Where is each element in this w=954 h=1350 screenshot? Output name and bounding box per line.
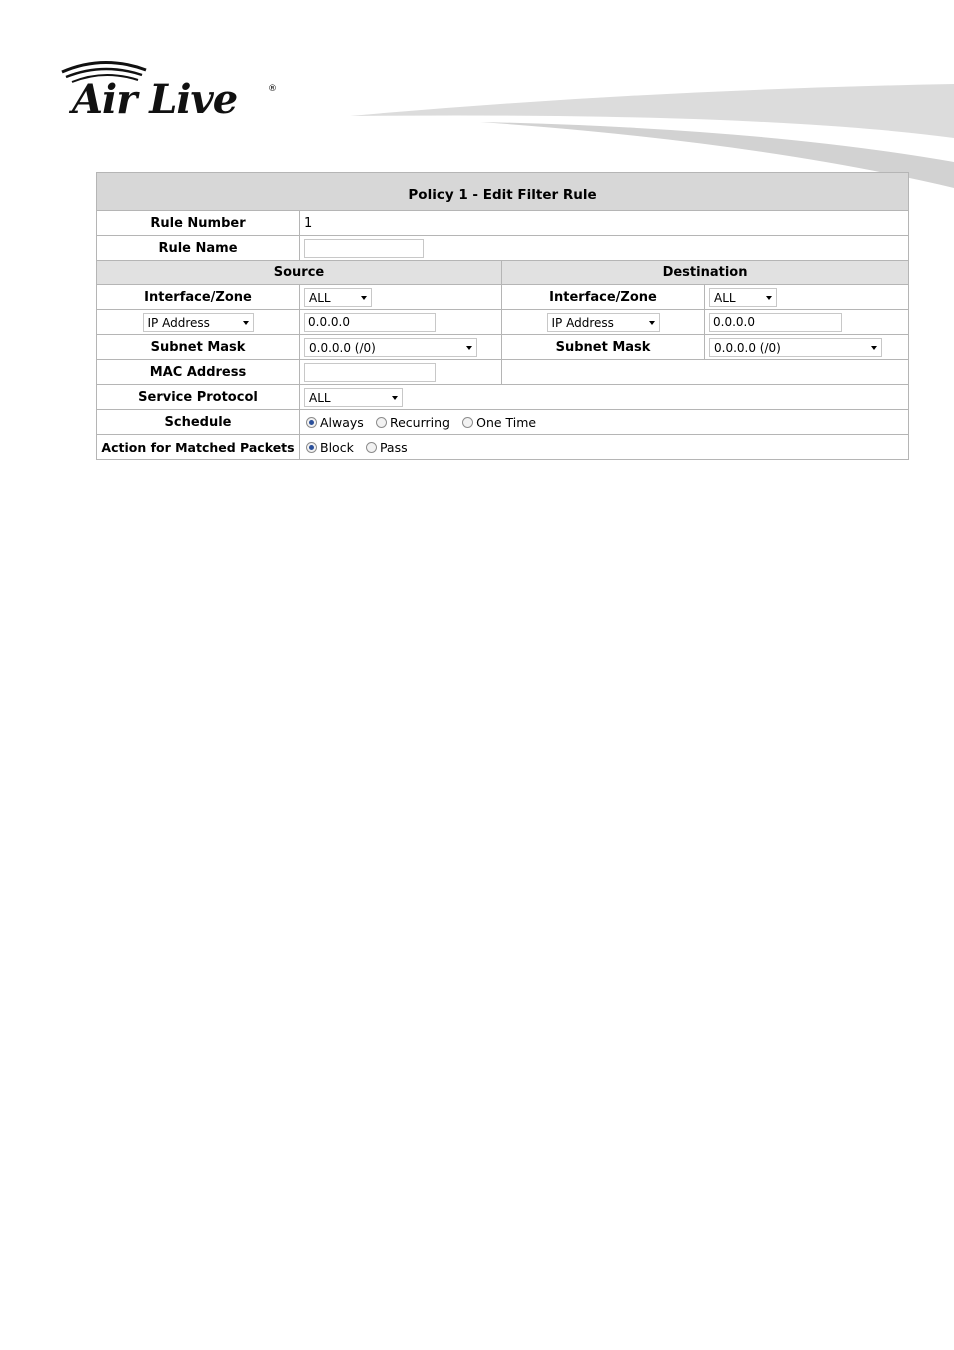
- action-options: [300, 435, 909, 460]
- rule-number-label: Rule Number: [97, 211, 300, 236]
- dropdown-arrow-icon: [871, 346, 877, 350]
- service-protocol-select[interactable]: [304, 388, 403, 407]
- action-pass-radio[interactable]: [366, 442, 377, 453]
- schedule-onetime-label: One Time: [476, 414, 537, 430]
- destination-address-type-cell: [502, 310, 705, 335]
- destination-interface-select[interactable]: [709, 288, 777, 307]
- service-protocol-cell: [300, 385, 909, 410]
- dropdown-arrow-icon: [361, 296, 367, 300]
- mac-address-cell: [300, 360, 502, 385]
- source-ip-input[interactable]: 0.0.0.0: [304, 313, 436, 332]
- schedule-recurring-label: Recurring: [389, 414, 450, 430]
- rule-name-label: Rule Name: [97, 236, 300, 261]
- action-label: Action for Matched Packets: [97, 435, 300, 460]
- logo-text: Air Live: [72, 76, 238, 123]
- destination-interface-label: Interface/Zone: [502, 285, 705, 310]
- destination-subnet-select[interactable]: [709, 338, 882, 357]
- schedule-always-label: Always: [320, 414, 364, 430]
- rule-name-input[interactable]: [304, 239, 424, 258]
- action-pass-label: Pass: [379, 439, 408, 455]
- destination-subnet-value: 0.0.0.0 (/0): [714, 340, 781, 355]
- source-interface-label: Interface/Zone: [97, 285, 300, 310]
- form-title: Policy 1 - Edit Filter Rule: [97, 173, 909, 211]
- rule-name-cell: [300, 236, 909, 261]
- source-header: Source: [97, 261, 502, 285]
- edit-filter-rule-table: [96, 172, 909, 460]
- action-block-label: Block: [320, 439, 354, 455]
- dropdown-arrow-icon: [392, 396, 398, 400]
- source-interface-value: ALL: [309, 290, 331, 305]
- source-subnet-value: 0.0.0.0 (/0): [309, 340, 376, 355]
- schedule-onetime-radio[interactable]: [462, 417, 473, 428]
- empty-cell: [502, 360, 909, 385]
- destination-header: Destination: [502, 261, 909, 285]
- schedule-options: [300, 410, 909, 435]
- service-protocol-value: ALL: [309, 390, 331, 405]
- source-interface-cell: [300, 285, 502, 310]
- rule-number-value: 1: [300, 211, 909, 236]
- source-ip-cell: [300, 310, 502, 335]
- destination-ip-cell: [705, 310, 909, 335]
- destination-subnet-cell: [705, 335, 909, 360]
- dropdown-arrow-icon: [766, 296, 772, 300]
- dropdown-arrow-icon: [243, 321, 249, 325]
- source-subnet-cell: [300, 335, 502, 360]
- schedule-always-radio[interactable]: [306, 417, 317, 428]
- destination-ip-input[interactable]: 0.0.0.0: [709, 313, 842, 332]
- source-subnet-label: Subnet Mask: [97, 335, 300, 360]
- destination-interface-value: ALL: [714, 290, 736, 305]
- source-address-type-value: IP Address: [147, 315, 210, 330]
- destination-address-type-value: IP Address: [551, 315, 614, 330]
- schedule-label: Schedule: [97, 410, 300, 435]
- schedule-recurring-radio[interactable]: [376, 417, 387, 428]
- destination-interface-cell: [705, 285, 909, 310]
- airlive-logo: [58, 58, 288, 124]
- dropdown-arrow-icon: [466, 346, 472, 350]
- source-interface-select[interactable]: [304, 288, 372, 307]
- destination-address-type-select[interactable]: [547, 313, 660, 332]
- destination-subnet-label: Subnet Mask: [502, 335, 705, 360]
- source-address-type-cell: [97, 310, 300, 335]
- action-block-radio[interactable]: [306, 442, 317, 453]
- mac-address-label: MAC Address: [97, 360, 300, 385]
- mac-address-input[interactable]: [304, 363, 436, 382]
- dropdown-arrow-icon: [649, 321, 655, 325]
- registered-mark: ®: [268, 84, 277, 94]
- source-address-type-select[interactable]: [143, 313, 254, 332]
- service-protocol-label: Service Protocol: [97, 385, 300, 410]
- source-subnet-select[interactable]: [304, 338, 477, 357]
